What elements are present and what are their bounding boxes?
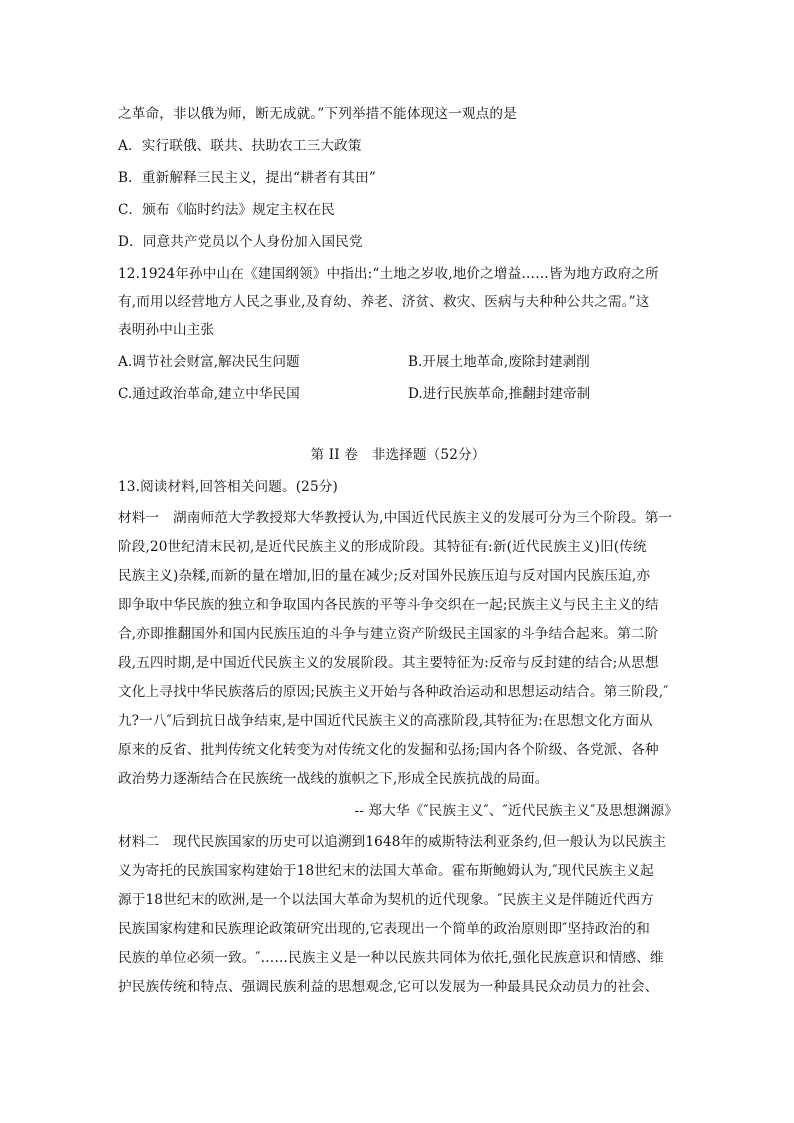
q11-option-c: C．颁布《临时约法》规定主权在民 xyxy=(118,202,335,218)
q11-stem-tail: 之革命，非以俄为师，断无成就。”下列举措不能体现这一观点的是 xyxy=(118,106,517,122)
q11-option-d: D．同意共产党员以个人身份加入国民党 xyxy=(118,234,363,250)
q12-stem-line-1: 12.1924年孙中山在《建国纲领》中指出:“土地之岁收,地价之增益……皆为地方政府之所 xyxy=(118,266,659,282)
material2-line-5: 民族的单位必须一致。″……民族主义是一种以民族共同体为依托,强化民族意识和情感、维 xyxy=(118,950,664,966)
material1-line-9: 原来的反省、批判传统文化转变为对传统文化的发掘和弘扬;国内各个阶级、各党派、各种 xyxy=(118,742,659,758)
material1-source: -- 郑大华《″民族主义″、″近代民族主义″及思想渊源》 xyxy=(354,803,678,819)
material1-line-7: 文化上寻找中华民族落后的原因;民族主义开始与各种政治运动和思想运动结合。第三阶段,″ xyxy=(118,684,669,700)
material2-line-6: 护民族传统和特点、强调民族利益的思想观念,它可以发展为一种最具民众动员力的社会、 xyxy=(118,979,659,995)
material1-line-1: 材料一 湖南师范大学教授郑大华教授认为,中国近代民族主义的发展可分为三个阶段。第一 xyxy=(118,510,673,526)
material1-line-10: 政治势力逐渐结合在民族统一战线的旗帜之下,形成全民族抗战的局面。 xyxy=(118,771,549,787)
material2-line-4: 民族国家构建和民族理论政策研究出现的,它表现出一个简单的政治原则即″坚持政治的和 xyxy=(118,921,650,937)
q11-option-b: B．重新解释三民主义，提出“耕者有其田” xyxy=(118,170,376,186)
q12-option-a: A.调节社会财富,解决民生问题 xyxy=(118,354,300,370)
q12-option-c: C.通过政治革命,建立中华民国 xyxy=(118,386,300,402)
material1-line-4: 即争取中华民族的独立和争取国内各民族的平等斗争交织在一起;民族主义与民主主义的结 xyxy=(118,597,659,613)
q12-stem-line-2: 有,而用以经营地方人民之事业,及育幼、养老、济贫、救灾、医病与夫种种公共之需。”这 xyxy=(118,294,650,310)
material1-line-6: 段,五四时期,是中国近代民族主义的发展阶段。其主要特征为:反帝与反封建的结合;从思想 xyxy=(118,655,659,671)
q13-stem: 13.阅读材料,回答相关问题。(25分) xyxy=(118,479,338,495)
section-title: 第 II 卷 非选择题（52分） xyxy=(310,447,486,463)
q11-option-a: A．实行联俄、联共、扶助农工三大政策 xyxy=(118,138,362,154)
material2-line-2: 义为寄托的民族国家构建始于18世纪末的法国大革命。霍布斯鲍姆认为,″现代民族主义起 xyxy=(118,863,654,879)
material1-line-5: 合,亦即推翻国外和国内民族压迫的斗争与建立资产阶级民主国家的斗争结合起来。第二阶 xyxy=(118,626,659,642)
material1-line-3: 民族主义)杂糅,而新的量在增加,旧的量在减少;反对国外民族压迫与反对国内民族压迫,亦 xyxy=(118,568,651,584)
q12-option-b: B.开展土地革命,废除封建剥削 xyxy=(408,354,590,370)
material1-line-2: 阶段,20世纪清末民初,是近代民族主义的形成阶段。其特征有:新(近代民族主义)旧(传统 xyxy=(118,539,647,555)
q12-option-d: D.进行民族革命,推翻封建帝制 xyxy=(408,386,591,402)
material1-line-8: 九?一八″后到抗日战争结束,是中国近代民族主义的高涨阶段,其特征为:在思想文化方面从 xyxy=(118,713,653,729)
q12-stem-line-3: 表明孙中山主张 xyxy=(118,322,215,338)
material2-line-1: 材料二 现代民族国家的历史可以追溯到1648年的威斯特法利亚条约,但一般认为以民族主 xyxy=(118,834,667,850)
material2-line-3: 源于18世纪末的欧洲,是一个以法国大革命为契机的近代现象。″民族主义是伴随近代西方 xyxy=(118,892,654,908)
